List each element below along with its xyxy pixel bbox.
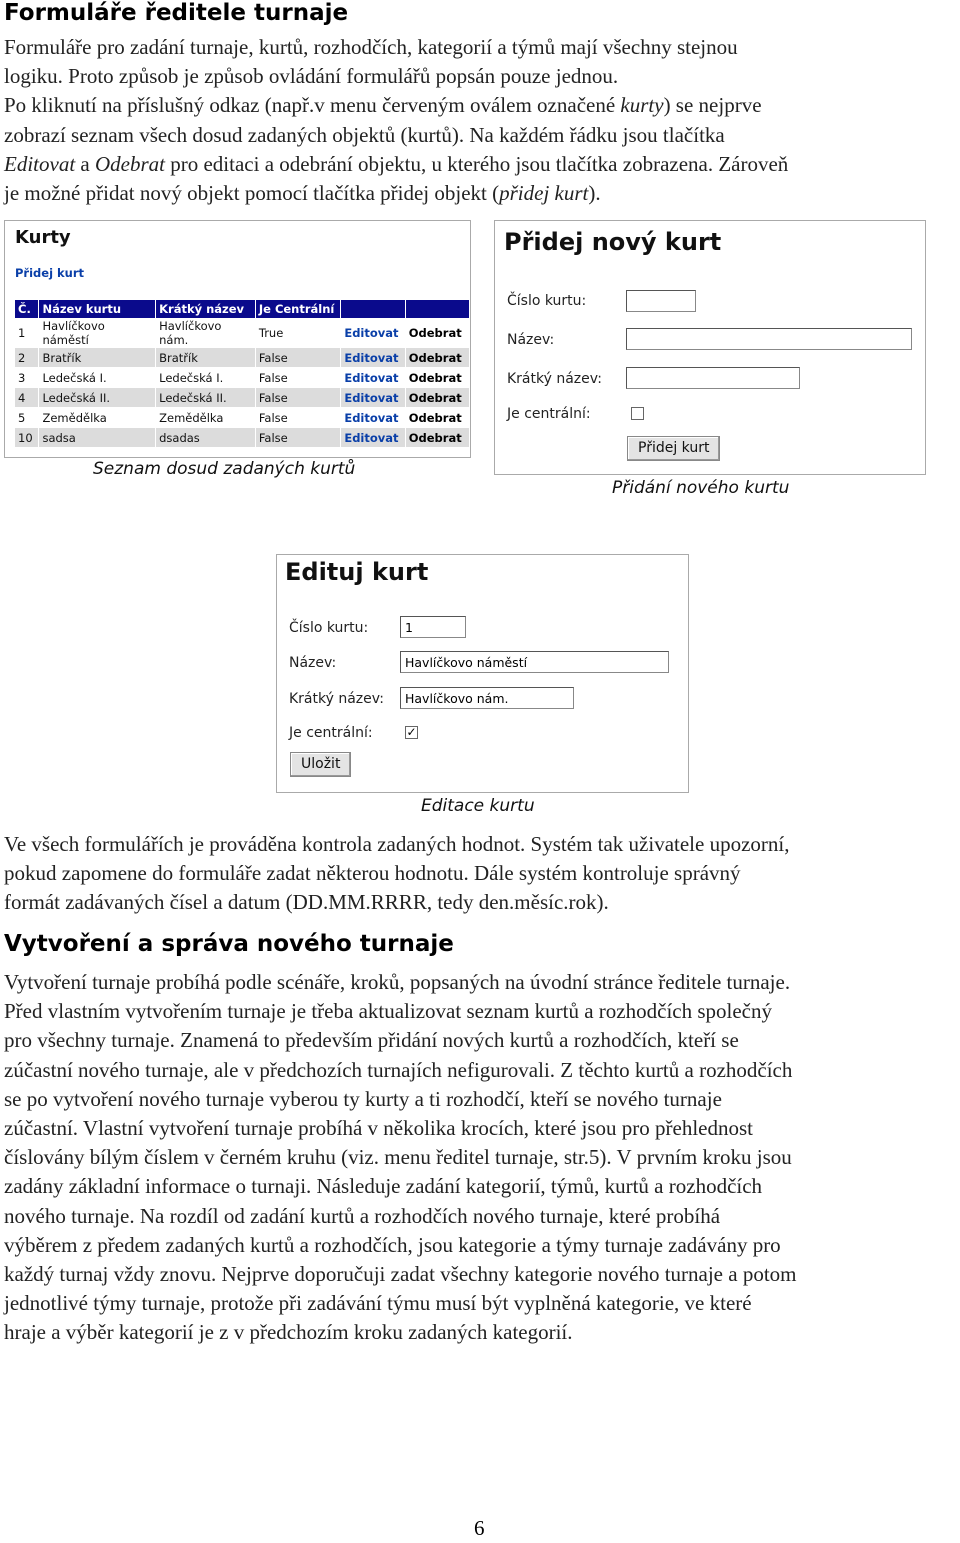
text-run: zúčastní. Vlastní vytvoření turnaje probíhá v několika krocích, které jsou pro přehlednost <box>4 1116 753 1141</box>
text-run: a <box>75 151 95 176</box>
edit-number-input[interactable]: 1 <box>400 616 466 638</box>
text-run: pro všechny turnaje. Znamená to především přidání nových kurtů a rozhodčích, kteří se <box>4 1028 739 1053</box>
table-cell: Bratřík <box>156 348 256 368</box>
text-line <box>4 1231 960 1260</box>
remove-button[interactable]: Odebrat <box>405 428 469 448</box>
italic-text: Odebrat <box>94 151 165 176</box>
column-header: Název kurtu <box>39 300 156 319</box>
remove-button[interactable]: Odebrat <box>405 368 469 388</box>
table-cell: Ledečská II. <box>39 388 156 408</box>
italic-text: kurty <box>620 93 664 118</box>
edit-short-name-input[interactable]: Havlíčkovo nám. <box>400 687 574 709</box>
edit-course-form-screenshot <box>276 554 689 793</box>
text-line <box>4 33 960 62</box>
column-header <box>405 300 469 319</box>
add-short-name-label: Krátký název: <box>507 371 602 387</box>
course-table <box>14 299 470 448</box>
text-line <box>4 91 960 120</box>
remove-button[interactable]: Odebrat <box>405 319 469 348</box>
add-central-checkbox[interactable] <box>631 407 644 420</box>
text-run: zúčastní nového turnaje, ale v předchozích turnajích nefigurovali. Z těchto kurtů a rozhodčích <box>4 1057 793 1082</box>
table-cell: False <box>255 348 340 368</box>
text-run: je možné přidat nový objekt pomocí tlačítka přidej objekt ( <box>4 181 500 206</box>
course-list-title: Kurty <box>15 227 71 248</box>
text-line <box>4 1056 960 1085</box>
text-line <box>4 179 960 208</box>
add-course-link[interactable]: Přidej kurt <box>15 266 85 280</box>
add-form-title: Přidej nový kurt <box>504 228 722 256</box>
text-run: číslovány bílým číslem v černém kruhu (viz. menu ředitel turnaje, str.5). V prvním kroku jsou <box>4 1145 792 1170</box>
page-number: 6 <box>474 1516 485 1540</box>
text-line <box>4 1260 960 1289</box>
text-line <box>4 150 960 179</box>
italic-text: přidej kurt <box>499 181 589 206</box>
table-cell: False <box>255 428 340 448</box>
text-run: Před vlastním vytvořením turnaje je třeba aktualizovat seznam kurtů a rozhodčích společný <box>4 999 772 1024</box>
table-row <box>15 428 470 448</box>
column-header: Č. <box>15 300 39 319</box>
course-list-caption: Seznam dosud zadaných kurtů <box>93 459 356 479</box>
text-line <box>4 859 960 888</box>
table-cell: Havlíčkovo nám. <box>156 319 256 348</box>
page-heading: Formuláře ředitele turnaje <box>4 0 349 26</box>
italic-text: Editovat <box>4 151 76 176</box>
table-cell: False <box>255 388 340 408</box>
add-form-caption: Přidání nového kurtu <box>612 478 790 498</box>
text-line <box>4 888 960 917</box>
text-line <box>4 1026 960 1055</box>
table-cell: Havlíčkovo náměstí <box>39 319 156 348</box>
edit-button[interactable]: Editovat <box>341 408 405 428</box>
text-run: Ve všech formulářích je prováděna kontrola zadaných hodnot. Systém tak uživatele upozorní, <box>4 832 790 856</box>
text-line <box>4 1114 960 1143</box>
table-cell: Ledečská I. <box>39 368 156 388</box>
add-central-label: Je centrální: <box>507 406 591 422</box>
text-run: výběrem z předem zadaných kurtů a rozhodčích, jsou kategorie a týmy turnaje zadávány pro <box>4 1232 781 1257</box>
table-row <box>15 408 470 428</box>
table-cell: 4 <box>15 388 39 408</box>
text-run: se po vytvoření nového turnaje vyberou ty kurty a ti rozhodčí, kteří se nového turnaje <box>4 1086 722 1111</box>
add-name-input[interactable] <box>626 328 912 350</box>
text-run: hraje a výběr kategorií je z v předchozím kroku zadaných kategorií. <box>4 1320 573 1345</box>
text-line <box>4 1172 960 1201</box>
edit-short-name-label: Krátký název: <box>289 691 384 707</box>
edit-button[interactable]: Editovat <box>341 368 405 388</box>
table-cell: False <box>255 408 340 428</box>
text-run: každý turnaj vždy znovu. Nejprve doporučuji zadat všechny kategorie nového turnaje a potom <box>4 1262 797 1287</box>
text-run: zadány základní informace o turnaji. Následuje zadání kategorií, týmů, kurtů a rozhodčích <box>4 1174 763 1199</box>
table-cell: Zemědělka <box>156 408 256 428</box>
table-cell: dsadas <box>156 428 256 448</box>
text-line <box>4 1143 960 1172</box>
edit-form-caption: Editace kurtu <box>421 796 535 816</box>
tournament-paragraph <box>4 968 960 1348</box>
table-row <box>15 368 470 388</box>
remove-button[interactable]: Odebrat <box>405 408 469 428</box>
text-line <box>4 1202 960 1231</box>
text-line <box>4 1085 960 1114</box>
edit-form-title: Edituj kurt <box>285 558 429 586</box>
table-cell: Ledečská I. <box>156 368 256 388</box>
text-run: ). <box>588 181 601 206</box>
text-line <box>4 62 960 91</box>
table-cell: 5 <box>15 408 39 428</box>
add-short-name-input[interactable] <box>626 367 800 389</box>
remove-button[interactable]: Odebrat <box>405 388 469 408</box>
save-button[interactable]: Uložit <box>290 752 351 777</box>
add-course-submit-button[interactable]: Přidej kurt <box>627 436 720 461</box>
edit-button[interactable]: Editovat <box>341 388 405 408</box>
table-cell: Zemědělka <box>39 408 156 428</box>
table-row <box>15 348 470 368</box>
remove-button[interactable]: Odebrat <box>405 348 469 368</box>
text-line <box>4 1289 960 1318</box>
text-line <box>4 997 960 1026</box>
text-run: formát zadávaných čísel a datum (DD.MM.RRRR, tedy den.měsíc.rok). <box>4 890 609 915</box>
column-header: Krátký název <box>156 300 256 319</box>
text-run: Formuláře pro zadání turnaje, kurtů, rozhodčích, kategorií a týmů mají všechny stejnou <box>4 35 738 59</box>
text-run: ) se nejprve <box>663 93 762 118</box>
text-line <box>4 968 960 997</box>
text-line <box>4 830 960 859</box>
edit-number-label: Číslo kurtu: <box>289 620 369 636</box>
edit-button[interactable]: Editovat <box>341 348 405 368</box>
edit-button[interactable]: Editovat <box>341 428 405 448</box>
text-run: jednotlivé týmy turnaje, protože při zadávání týmu musí být vyplněná kategorie, ve které <box>4 1291 752 1316</box>
edit-central-checkbox[interactable]: ✓ <box>406 725 417 739</box>
table-cell: sadsa <box>39 428 156 448</box>
edit-button[interactable]: Editovat <box>341 319 405 348</box>
table-cell: 1 <box>15 319 39 348</box>
edit-name-input[interactable]: Havlíčkovo náměstí <box>400 651 669 673</box>
text-run: zobrazí seznam všech dosud zadaných objektů (kurtů). Na každém řádku jsou tlačítka <box>4 122 725 147</box>
table-cell: True <box>255 319 340 348</box>
text-run: pokud zapomene do formuláře zadat některou hodnotu. Dále systém kontroluje správný <box>4 861 741 886</box>
table-cell: 10 <box>15 428 39 448</box>
add-name-label: Název: <box>507 332 555 348</box>
edit-central-label: Je centrální: <box>289 725 373 741</box>
column-header <box>341 300 405 319</box>
table-cell: 2 <box>15 348 39 368</box>
text-run: pro editaci a odebrání objektu, u kterého jsou tlačítka zobrazena. Zároveň <box>164 151 789 176</box>
table-cell: 3 <box>15 368 39 388</box>
table-row <box>15 388 470 408</box>
add-course-form-screenshot <box>494 220 926 475</box>
intro-paragraph <box>4 33 960 208</box>
add-number-label: Číslo kurtu: <box>507 293 587 309</box>
section-heading: Vytvoření a správa nového turnaje <box>4 931 454 957</box>
text-run: Vytvoření turnaje probíhá podle scénáře, kroků, popsaných na úvodní stránce ředitele turnaje. <box>4 970 791 994</box>
edit-name-label: Název: <box>289 655 337 671</box>
text-run: logiku. Proto způsob je způsob ovládání formulářů popsán pouze jednou. <box>4 64 619 89</box>
column-header: Je Centrální <box>255 300 340 319</box>
text-line <box>4 1318 960 1347</box>
text-run: nového turnaje. Na rozdíl od zadání kurtů a rozhodčích nového turnaje, které probíhá <box>4 1203 721 1228</box>
validation-paragraph <box>4 830 960 918</box>
text-run: Po kliknutí na příslušný odkaz (např.v menu červeným oválem označené <box>4 93 621 118</box>
course-list-screenshot <box>4 220 471 458</box>
add-number-input[interactable] <box>626 290 696 312</box>
text-line <box>4 121 960 150</box>
table-cell: False <box>255 368 340 388</box>
table-cell: Ledečská II. <box>156 388 256 408</box>
table-row <box>15 319 470 348</box>
table-cell: Bratřík <box>39 348 156 368</box>
